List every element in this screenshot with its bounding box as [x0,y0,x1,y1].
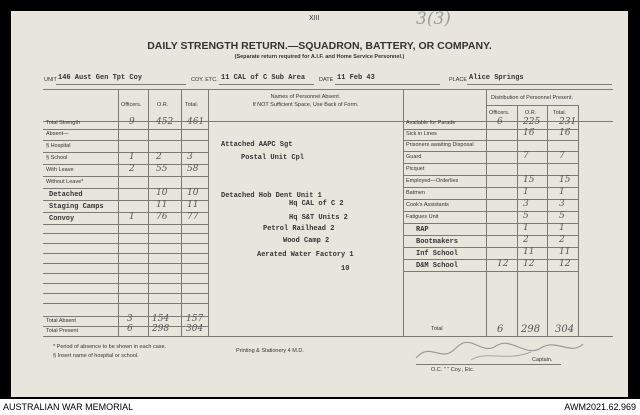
date-label: DATE [319,77,334,83]
header-officers: Officers. [121,102,142,108]
right-row-officers: 6 [497,117,503,127]
coy-value: 11 CAL of C Sub Area [221,74,306,82]
printer-note: Printing & Stationery 4 M.D. [236,348,304,354]
header-names: Names of Personnel Absent. [270,94,341,100]
header-names-sub: If NOT Sufficient Space, Use Back of Form. [252,102,359,108]
right-row-label: Employed—Orderlies [406,178,459,184]
left-row-total: 11 [187,200,199,210]
left-row-officers: 1 [129,212,135,222]
left-row-officers: 1 [129,152,135,162]
right-row-or: 2 [523,235,529,245]
left-row-label: With Leave [46,167,74,173]
document-page [11,11,628,397]
unit-value: 146 Aust Gen Tpt Coy [58,74,143,82]
absent-name-entry: Attached AAPC Sgt [221,141,293,149]
right-row-total: 1 [559,223,565,233]
coy-label: COY. ETC. [191,77,218,83]
note-period: * Period of absence to be shown in each case. [53,344,167,350]
header-dist-total: Total. [553,110,567,116]
left-row-or: 2 [156,152,162,162]
right-total-or: 298 [521,324,541,335]
absent-name-entry: Wood Camp 2 [283,237,330,245]
right-row-or: 11 [523,247,535,257]
absent-name-entry: Hq S&T Units 2 [289,214,348,222]
right-row-label: Prisoners awaiting Disposal [406,142,474,148]
total-absent-tot: 157 [186,314,204,324]
left-row-label: Detached [49,191,83,199]
right-row-total: 2 [559,235,565,245]
form-number: XIII [309,15,320,22]
right-total-tot: 304 [555,324,575,335]
right-row-total: 16 [559,128,571,138]
left-row-officers: 2 [129,164,135,174]
left-row-label: Without Leave* [46,179,84,185]
absent-name-entry: 10 [341,265,350,273]
right-row-or: 12 [523,259,535,269]
right-total-off: 6 [497,324,504,335]
right-row-total: 1 [559,187,565,197]
left-row-label: § Hospital [46,143,71,149]
left-row-or: 11 [156,200,168,210]
right-row-label: RAP [416,226,429,234]
header-or: O.R. [157,102,169,108]
total-present-or: 298 [152,324,170,334]
left-row-label: Absent— [46,131,69,137]
right-row-label: Picquet [406,166,425,172]
form-title: DAILY STRENGTH RETURN.—SQUADRON, BATTERY, OR COMPANY. [147,40,492,52]
right-row-or: 1 [523,187,529,197]
header-dist-or: O.R. [525,110,537,116]
header-total: Total. [185,102,199,108]
right-row-label: Guard [406,154,422,160]
right-row-or: 15 [523,175,535,185]
right-row-or: 16 [523,128,535,138]
absent-name-entry: Postal Unit Cpl [241,154,305,162]
right-row-label: Available for Parade [406,120,456,126]
right-row-or: 225 [523,117,541,127]
left-row-label: § School [46,155,68,161]
right-row-or: 3 [523,199,529,209]
signature-icon [411,336,586,364]
right-row-total: 5 [559,211,565,221]
left-row-label: Convoy [49,215,75,223]
total-absent-off: 3 [127,314,133,324]
right-row-label: Batmen [406,190,425,196]
absent-name-entry: Petrol Railhead 2 [263,225,335,233]
oc-label: O.C. " " Coy., Etc. [431,367,475,373]
left-row-total: 3 [187,152,193,162]
footer-left: AUSTRALIAN WAR MEMORIAL [3,402,134,412]
right-row-officers: 12 [497,259,509,269]
right-row-total: 3 [559,199,565,209]
absent-name-entry: Hq CAL of C 2 [289,200,344,208]
total-absent-label: Total Absent [46,318,76,324]
left-row-or: 55 [156,164,168,174]
left-row-or: 10 [156,188,168,198]
right-row-total: 7 [559,151,565,161]
left-row-or: 452 [156,117,174,127]
right-row-total: 12 [559,259,571,269]
footer-right: AWM2021.62.969 [564,402,636,412]
total-present-tot: 304 [186,324,204,334]
left-row-officers: 9 [129,117,135,127]
note-hospital: § Insert name of hospital or school. [53,353,139,359]
right-row-label: Fatigues Unit [406,214,439,220]
right-row-label: Sick in Lines [406,131,437,137]
absent-name-entry: Aerated Water Factory 1 [257,251,354,259]
right-row-total: 231 [559,117,577,127]
right-total-label: Total [431,326,443,332]
footer-bar [0,399,640,415]
left-row-total: 461 [187,117,205,127]
right-row-label: Inf School [416,250,459,258]
date-value: 11 Feb 43 [337,74,375,82]
stamp-number: 3(3) [416,11,451,29]
right-row-or: 7 [523,151,529,161]
left-row-total: 77 [187,212,199,222]
left-row-total: 10 [187,188,199,198]
left-row-total: 58 [187,164,199,174]
unit-label: UNIT [44,77,57,83]
place-value: Alice Springs [469,74,524,82]
absent-name-entry: Detached Hob Dent Unit 1 [221,192,322,200]
right-row-total: 11 [559,247,571,257]
left-row-or: 76 [156,212,168,222]
header-distribution: Distribution of Personnel Present. [491,95,573,101]
right-row-label: D&M School [416,262,459,270]
right-row-total: 15 [559,175,571,185]
left-row-label: Total Strength [46,120,80,126]
total-present-off: 6 [127,324,133,334]
right-row-or: 5 [523,211,529,221]
left-row-label: Staging Camps [49,203,104,211]
right-row-or: 1 [523,223,529,233]
header-dist-officers: Officers. [489,110,510,116]
right-row-label: Bootmakers [416,238,459,246]
total-present-label: Total Present [46,328,79,334]
captain-label: Captain. [532,357,553,363]
form-subtitle: (Separate return required for A.I.F. and Home Service Personnel.) [234,54,405,60]
total-absent-or: 154 [152,314,170,324]
place-label: PLACE [449,77,468,83]
right-row-label: Cook's Assistants [406,202,449,208]
